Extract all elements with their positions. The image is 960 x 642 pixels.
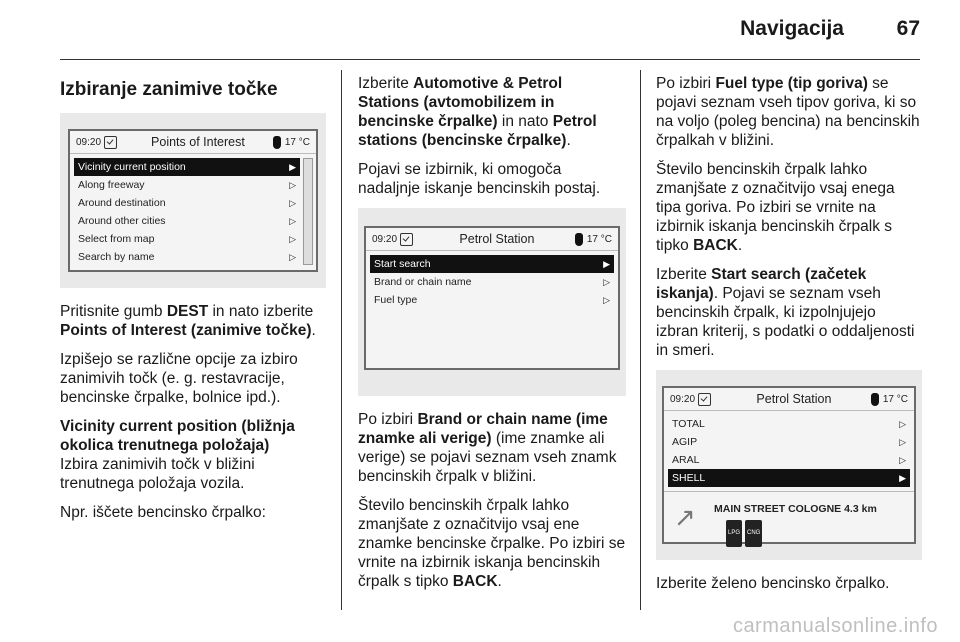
header-title: Navigacija [740, 17, 844, 40]
menu-item[interactable]: SHELL ▶ [668, 469, 910, 487]
thermometer-icon [273, 136, 281, 149]
menu-item[interactable]: Brand or chain name ▷ [370, 273, 614, 291]
chevron-right-icon: ▷ [289, 233, 296, 244]
clock-icon [400, 233, 413, 246]
paragraph: Izberite Automotive & Petrol Stations (avtomobilizem in bencinske črpalke) in nato Petrol stations (bencinske črpalke). [358, 75, 597, 149]
page-header [0, 0, 960, 60]
screen-time: 09:20 [670, 393, 696, 405]
screen-status-bar [366, 228, 618, 251]
paragraph: Izberite želeno bencinsko črpalko. [656, 575, 890, 592]
menu-item[interactable]: Fuel type ▷ [370, 291, 614, 309]
destination-text: MAIN STREET COLOGNE 4.3 km [714, 503, 877, 515]
paragraph: Po izbiri Fuel type (tip goriva) se pojavi seznam vseh tipov goriva, ki so na voljo (poleg bencina) na bencinskih črpalkah v bližini. [656, 75, 920, 149]
screen-figure-poi [60, 113, 326, 288]
screen-temperature: 17 °C [586, 233, 612, 245]
fuel-badges [726, 520, 762, 547]
screen-menu [70, 154, 316, 270]
paragraph: Po izbiri Brand or chain name (ime znamke ali verige) (ime znamke ali verige) se pojavi seznam vseh znamk bencinskih črpalk v bližini. [358, 411, 617, 485]
column-divider [341, 70, 342, 610]
screen-time: 09:20 [372, 233, 398, 245]
paragraph: Pojavi se izbirnik, ki omogoča nadaljnje iskanje bencinskih postaj. [358, 161, 601, 197]
fuel-badge: CNG [745, 520, 762, 547]
chevron-right-icon: ▷ [899, 436, 906, 447]
chevron-right-icon: ▷ [289, 251, 296, 262]
chevron-right-icon: ▷ [603, 276, 610, 287]
chevron-right-icon: ▷ [603, 294, 610, 305]
screen-title: Points of Interest [151, 134, 245, 149]
menu-item[interactable]: Vicinity current position ▶ [74, 158, 300, 176]
nav-screen [662, 386, 916, 544]
menu-item[interactable]: Around destination ▷ [74, 194, 300, 212]
clock-icon [104, 136, 117, 149]
screen-temperature: 17 °C [284, 136, 310, 148]
scrollbar[interactable] [303, 158, 313, 265]
menu-item[interactable]: Around other cities ▷ [74, 212, 300, 230]
fuel-badge: LPG [726, 520, 742, 547]
screen-menu [664, 411, 914, 491]
menu-item[interactable]: Along freeway ▷ [74, 176, 300, 194]
column-2 [358, 74, 626, 601]
screen-title: Petrol Station [756, 391, 832, 406]
paragraph: Število bencinskih črpalk lahko zmanjšate z označitvijo vsaj ene znamke bencinske črpalke. Po izbiri se vrnite na izbirnik iskanja bencinskih črpalk s tipko BACK. [358, 497, 626, 590]
nav-screen [68, 129, 318, 272]
paragraph: Izberite Start search (začetek iskanja). Pojavi se seznam vseh bencinskih črpalk, ki izpolnjujejo izbran kriterij, s podatki o oddaljenosti in smeri. [656, 266, 915, 359]
menu-item[interactable]: Search by name ▷ [74, 248, 300, 266]
destination-panel [664, 491, 914, 542]
paragraph: Število bencinskih črpalk lahko zmanjšate z označitvijo vsaj enega tipa goriva. Po izbiri se vrnite na izbirnik iskanja bencinskih črpalk s tipko BACK. [656, 161, 895, 254]
screen-status-bar [664, 388, 914, 411]
menu-item[interactable]: ARAL ▷ [668, 451, 910, 469]
screen-figure-petrol [358, 208, 626, 396]
nav-screen [364, 226, 620, 370]
sub-heading: Vicinity current position (bližnja okolica trenutnega položaja) [60, 418, 295, 454]
column-3 [656, 74, 922, 603]
paragraph: Izpišejo se različne opcije za izbiro zanimivih točk (e. g. restavracije, bencinske črpalke, bolnice ipd.). [60, 351, 298, 406]
screen-title: Petrol Station [459, 231, 535, 246]
screen-temperature: 17 °C [882, 393, 908, 405]
column-1 [60, 74, 326, 532]
screen-figure-results [656, 370, 922, 560]
chevron-right-icon: ▶ [603, 258, 610, 269]
chevron-right-icon: ▷ [289, 215, 296, 226]
chevron-right-icon: ▶ [289, 161, 296, 172]
screen-time: 09:20 [76, 136, 102, 148]
thermometer-icon [871, 393, 879, 406]
paragraph: Izbira zanimivih točk v bližini trenutnega položaja vozila. [60, 456, 255, 492]
watermark: carmanualsonline.info [732, 615, 938, 637]
paragraph: Pritisnite gumb DEST in nato izberite Points of Interest (zanimive točke). [60, 303, 316, 339]
header-rule [60, 59, 920, 60]
menu-item[interactable]: Start search ▶ [370, 255, 614, 273]
chevron-right-icon: ▷ [899, 418, 906, 429]
screen-status-bar [70, 131, 316, 154]
menu-item[interactable]: TOTAL ▷ [668, 415, 910, 433]
clock-icon [698, 393, 711, 406]
menu-item[interactable]: AGIP ▷ [668, 433, 910, 451]
paragraph: Npr. iščete bencinsko črpalko: [60, 504, 266, 521]
chevron-right-icon: ▷ [899, 454, 906, 465]
chevron-right-icon: ▶ [899, 472, 906, 483]
column-divider [640, 70, 641, 610]
menu-item[interactable]: Select from map ▷ [74, 230, 300, 248]
chevron-right-icon: ▷ [289, 197, 296, 208]
section-heading: Izbiranje zanimive točke [60, 79, 278, 100]
screen-menu [366, 251, 618, 313]
page-number: 67 [896, 17, 920, 40]
direction-arrow-icon: ↗ [674, 501, 696, 532]
thermometer-icon [575, 233, 583, 246]
chevron-right-icon: ▷ [289, 179, 296, 190]
